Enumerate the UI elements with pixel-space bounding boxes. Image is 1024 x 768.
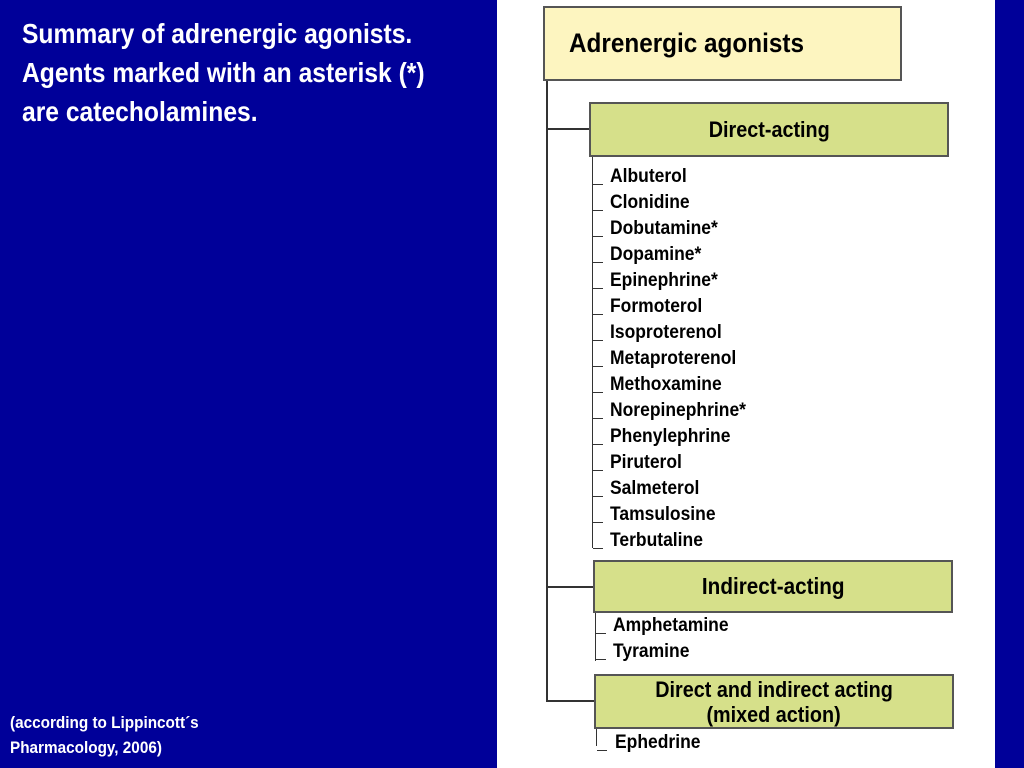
main-trunk-line: [546, 81, 548, 701]
root-box: [543, 6, 902, 81]
direct-list-line: [592, 156, 593, 548]
list-tick: [596, 659, 606, 660]
drug-item: Dobutamine*: [610, 218, 718, 239]
drug-item: Phenylephrine: [610, 426, 731, 447]
mixed-action-label-line2: (mixed action): [706, 701, 842, 727]
list-tick: [593, 496, 603, 497]
drug-item: Metaproterenol: [610, 348, 737, 369]
mixed-action-label-line1: Direct and indirect acting: [655, 676, 893, 702]
drug-item: Tamsulosine: [610, 504, 716, 525]
list-tick: [593, 262, 603, 263]
drug-item: Tyramine: [613, 641, 690, 662]
list-tick: [593, 444, 603, 445]
list-tick: [593, 522, 603, 523]
indirect-acting-box: [593, 560, 953, 613]
slide-title: [22, 14, 436, 131]
list-tick: [593, 548, 603, 549]
drug-item: Albuterol: [610, 166, 687, 187]
direct-acting-box: [589, 102, 949, 157]
indirect-acting-label: Indirect-acting: [701, 573, 845, 599]
drug-item: Isoproterenol: [610, 322, 722, 343]
list-tick: [593, 366, 603, 367]
list-tick: [593, 210, 603, 211]
drug-item: Piruterol: [610, 452, 682, 473]
list-tick: [593, 392, 603, 393]
drug-item: Epinephrine*: [610, 270, 718, 291]
list-tick: [593, 288, 603, 289]
list-tick: [593, 184, 603, 185]
list-tick: [593, 418, 603, 419]
list-tick: [593, 314, 603, 315]
title-line: Agents marked with an asterisk (*): [22, 57, 425, 88]
list-tick: [593, 470, 603, 471]
direct-acting-label: Direct-acting: [708, 116, 830, 142]
citation-line: Pharmacology, 2006): [10, 738, 162, 757]
indirect-list-line: [595, 612, 596, 661]
drug-item: Terbutaline: [610, 530, 703, 551]
drug-item: Formoterol: [610, 296, 703, 317]
branch-line-direct: [546, 128, 591, 130]
drug-item: Salmeterol: [610, 478, 700, 499]
drug-item: Clonidine: [610, 192, 690, 213]
drug-item: Ephedrine: [615, 732, 701, 753]
list-tick: [597, 750, 607, 751]
drug-item: Amphetamine: [613, 615, 729, 636]
root-label: Adrenergic agonists: [569, 28, 804, 58]
title-line: Summary of adrenergic agonists.: [22, 18, 413, 49]
drug-item: Methoxamine: [610, 374, 722, 395]
branch-line-indirect: [546, 586, 594, 588]
title-line: are catecholamines.: [22, 96, 258, 127]
citation-line: (according to Lippincott´s: [10, 713, 199, 732]
drug-item: Norepinephrine*: [610, 400, 746, 421]
drug-item: Dopamine*: [610, 244, 702, 265]
branch-line-mixed: [546, 700, 594, 702]
citation: [10, 710, 199, 760]
list-tick: [593, 236, 603, 237]
list-tick: [593, 340, 603, 341]
list-tick: [596, 633, 606, 634]
mixed-list-line: [596, 728, 597, 746]
mixed-action-box: [594, 674, 954, 729]
